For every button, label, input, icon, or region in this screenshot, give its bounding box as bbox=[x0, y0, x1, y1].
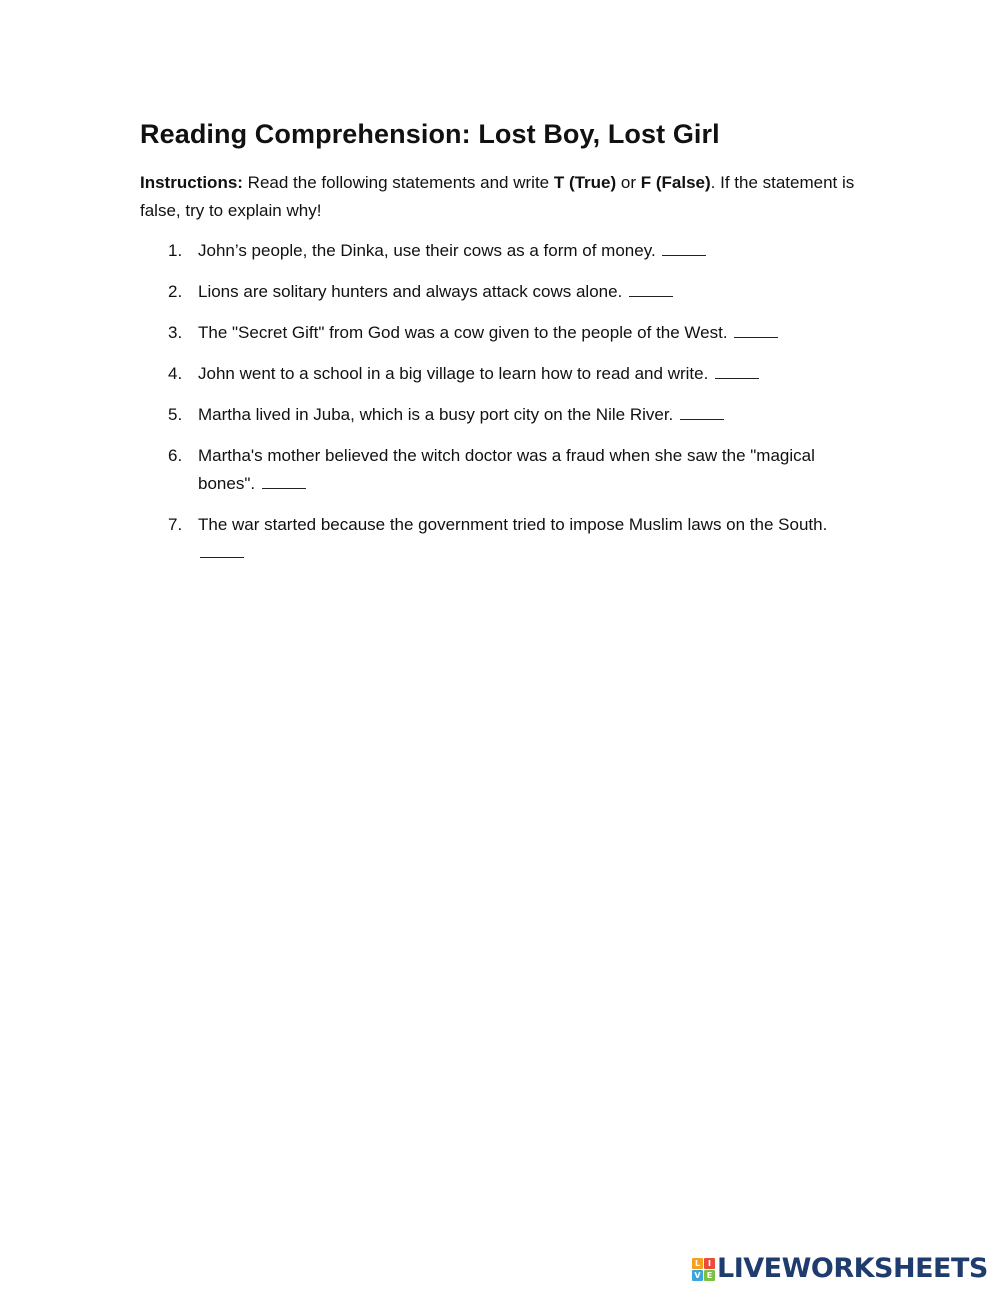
question-number: 4. bbox=[168, 364, 183, 383]
answer-blank[interactable] bbox=[734, 319, 778, 338]
answer-blank[interactable] bbox=[715, 360, 759, 379]
answer-blank[interactable] bbox=[680, 401, 724, 420]
logo-tile-l: L bbox=[692, 1258, 703, 1269]
question-item bbox=[140, 401, 860, 429]
logo-tile-e: E bbox=[704, 1270, 715, 1281]
question-item bbox=[140, 360, 860, 388]
answer-blank[interactable] bbox=[662, 237, 706, 256]
instructions bbox=[140, 169, 860, 225]
logo-tile-v: V bbox=[692, 1270, 703, 1281]
question-item bbox=[140, 511, 860, 567]
question-number: 3. bbox=[168, 323, 183, 342]
question-text: The "Secret Gift" from God was a cow given to the people of the West. bbox=[198, 323, 728, 342]
question-list bbox=[140, 237, 860, 580]
true-label: T (True) bbox=[553, 173, 617, 192]
instructions-text-1: Read the following statements and write bbox=[242, 173, 554, 192]
question-text: John went to a school in a big village to learn how to read and write. bbox=[198, 364, 709, 383]
question-number: 2. bbox=[168, 282, 183, 301]
question-item bbox=[140, 278, 860, 306]
answer-blank[interactable] bbox=[629, 278, 673, 297]
instructions-text-3: . If the statement is false, try to explain why! bbox=[140, 173, 855, 220]
question-text: The war started because the government tried to impose Muslim laws on the South. bbox=[198, 515, 828, 534]
liveworksheets-logo-icon bbox=[692, 1258, 715, 1281]
question-item bbox=[140, 442, 860, 498]
logo-tile-i: I bbox=[704, 1258, 715, 1269]
question-text: John’s people, the Dinka, use their cows as a form of money. bbox=[198, 241, 656, 260]
answer-blank[interactable] bbox=[262, 470, 306, 489]
instructions-label: Instructions: bbox=[140, 173, 243, 192]
liveworksheets-logo[interactable] bbox=[692, 1254, 988, 1284]
answer-blank[interactable] bbox=[200, 539, 244, 558]
question-number: 5. bbox=[168, 405, 183, 424]
question-number: 1. bbox=[168, 241, 183, 260]
question-text: Martha lived in Juba, which is a busy port city on the Nile River. bbox=[198, 405, 674, 424]
question-number: 7. bbox=[168, 515, 183, 534]
question-item bbox=[140, 237, 860, 265]
liveworksheets-logo-text: LIVEWORKSHEETS bbox=[717, 1253, 988, 1284]
instructions-text-2: or bbox=[616, 173, 641, 192]
question-number: 6. bbox=[168, 446, 183, 465]
question-text: Lions are solitary hunters and always attack cows alone. bbox=[198, 282, 623, 301]
question-item bbox=[140, 319, 860, 347]
page-title: Reading Comprehension: Lost Boy, Lost Girl bbox=[140, 119, 720, 149]
question-text: Martha's mother believed the witch doctor was a fraud when she saw the "magical bones". bbox=[198, 446, 815, 493]
false-label: F (False) bbox=[640, 173, 711, 192]
